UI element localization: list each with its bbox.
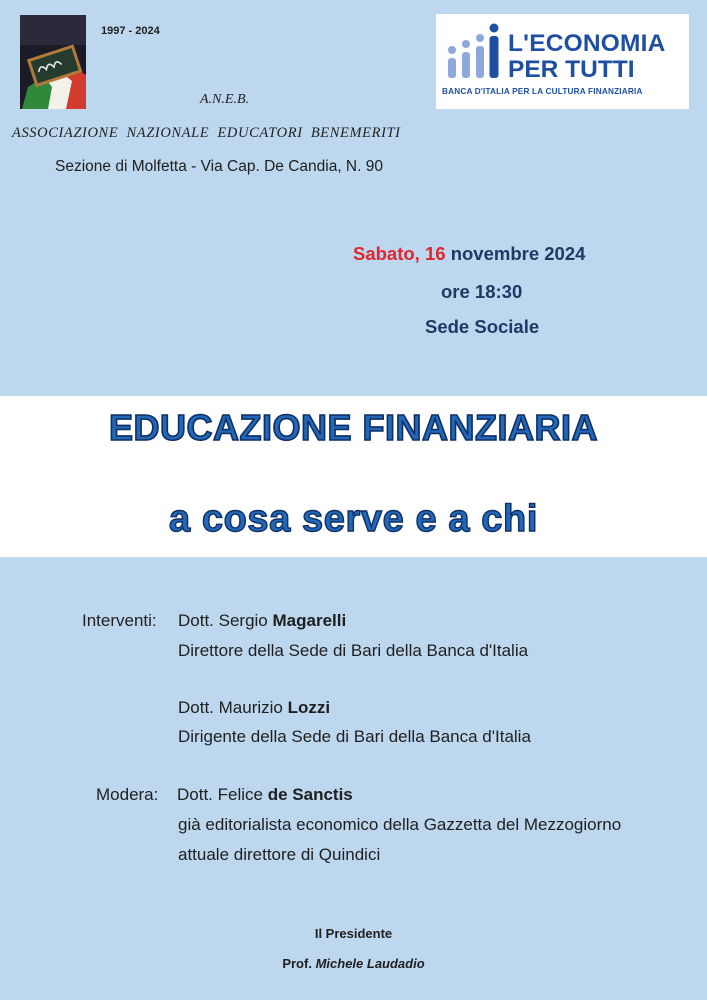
years-range: 1997 - 2024 [101,25,160,37]
president-signature-line [0,956,707,971]
moderator-name [177,785,353,805]
aneb-emblem [20,15,86,109]
speaker2-role: Dirigente della Sede di Bari della Banca d'Italia [178,727,531,746]
president-title: Prof. [282,956,312,971]
event-time: ore 18:30 [441,281,523,302]
speaker2-name [178,698,330,718]
logo-title-line1: L'ECONOMIA [508,30,666,57]
event-venue: Sede Sociale [425,316,540,337]
modera-label: Modera: [96,785,159,804]
president-label: Il Presidente [314,926,393,941]
logo-title-line2: PER TUTTI [508,56,635,83]
president-name: Michele Laudadio [315,956,425,971]
interventi-label: Interventi: [82,611,157,630]
speaker1-name [178,611,346,631]
section-address: Sezione di Molfetta - Via Cap. De Candia, N. 90 [55,158,383,175]
event-date [353,243,585,265]
logo-subtitle: BANCA D'ITALIA PER LA CULTURA FINANZIARIA [442,87,643,96]
speaker2-surname: Lozzi [287,698,331,717]
speaker2-prefix: Dott. Maurizio [178,698,283,717]
subtitle: a cosa serve e a chi [168,498,539,540]
bar-chart-icon [444,22,502,84]
speaker1-surname: Magarelli [272,611,347,630]
moderator-prefix: Dott. Felice [177,785,263,804]
association-acronym: A.N.E.B. [200,92,249,107]
moderator-role-2: attuale direttore di Quindici [178,845,381,864]
speaker1-role: Direttore della Sede di Bari della Banca d'Italia [178,641,529,660]
main-title: EDUCAZIONE FINANZIARIA [109,407,598,448]
moderator-role-1: già editorialista economico della Gazzetta del Mezzogiorno [178,815,622,834]
association-name: ASSOCIAZIONE NAZIONALE EDUCATORI BENEMERITI [12,125,401,141]
event-month-year: novembre 2024 [450,243,586,264]
event-day: Sabato, 16 [353,243,446,264]
speaker1-prefix: Dott. Sergio [178,611,268,630]
economia-per-tutti-logo [436,14,689,109]
moderator-surname: de Sanctis [267,785,353,804]
